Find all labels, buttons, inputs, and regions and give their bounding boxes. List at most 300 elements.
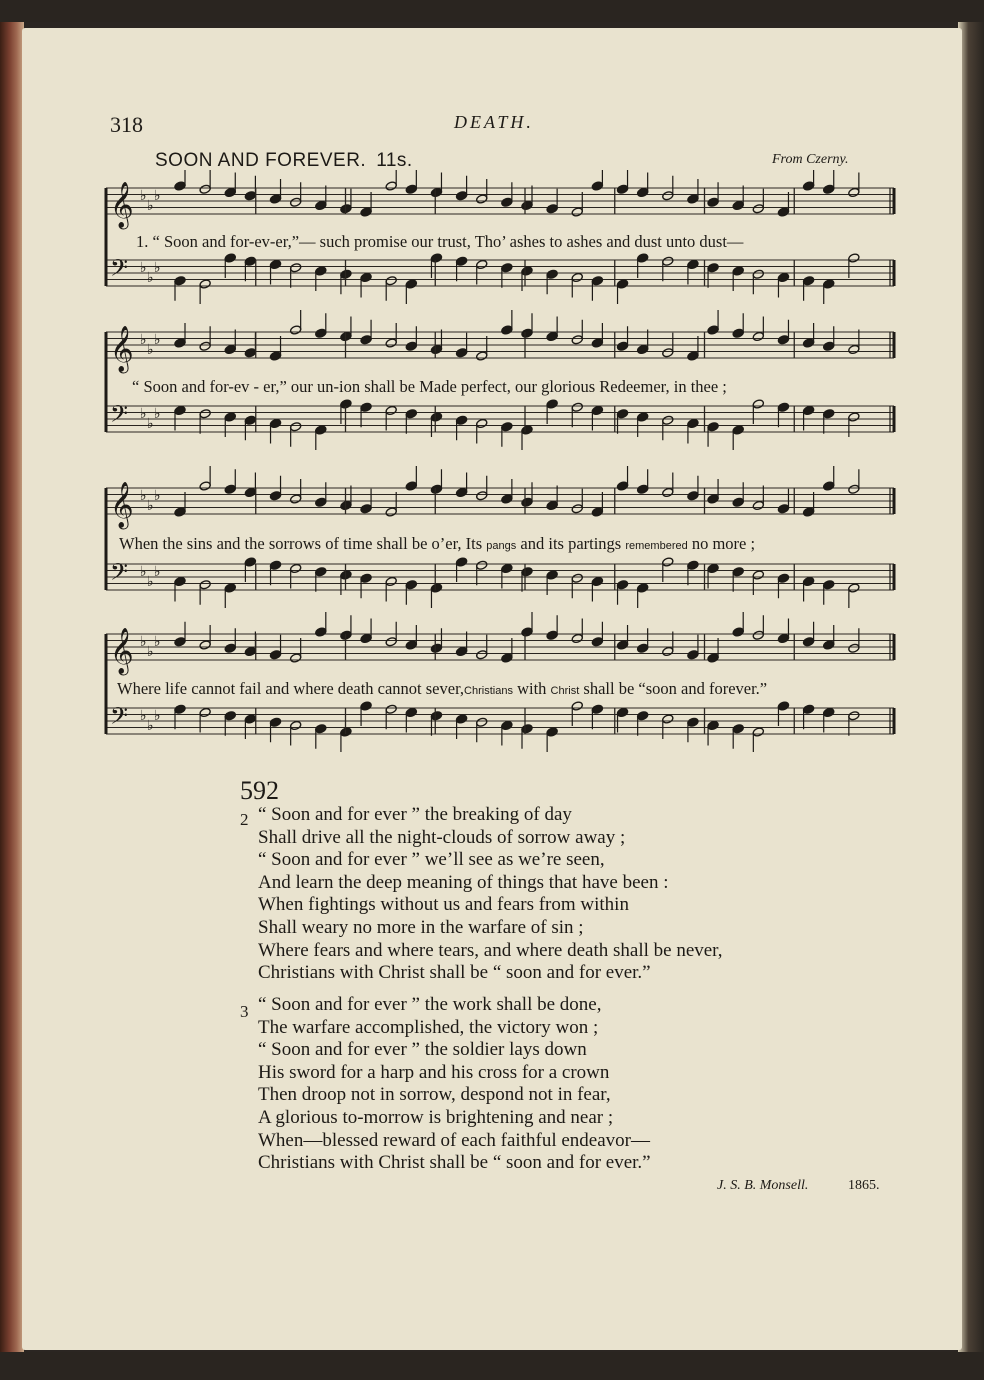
- treble-clef-icon: 𝄞: [110, 628, 134, 674]
- note-head: [777, 701, 789, 711]
- note-head: [244, 557, 256, 567]
- note-head: [521, 425, 533, 435]
- note-head: [405, 184, 417, 194]
- note-head: [430, 187, 442, 197]
- book-bottom-edge: [0, 1352, 984, 1380]
- note-head: [707, 720, 719, 730]
- note-head: [546, 500, 558, 510]
- book-spine: [0, 22, 24, 1352]
- note-head: [455, 415, 467, 425]
- note-head: [777, 272, 789, 282]
- note-head: [224, 412, 236, 422]
- note-head: [848, 711, 860, 721]
- note-head: [546, 204, 558, 214]
- note-head: [199, 184, 211, 194]
- note-head: [521, 200, 533, 210]
- note-head: [637, 412, 649, 422]
- treble-clef-icon: 𝄞: [110, 182, 134, 228]
- note-head: [802, 507, 814, 517]
- note-head: [360, 402, 372, 412]
- stanza-line: Then droop not in sorrow, despond not in fear,: [258, 1084, 611, 1106]
- note-head: [637, 344, 649, 354]
- flat-sign-icon: ♭: [154, 332, 161, 348]
- note-head: [476, 650, 488, 660]
- note-head: [269, 491, 281, 501]
- system-4-lyric-small-2: Christ: [550, 685, 580, 697]
- note-head: [823, 707, 835, 717]
- stanza-3-number: 3: [240, 1002, 249, 1021]
- note-head: [637, 583, 649, 593]
- note-head: [501, 653, 513, 663]
- note-head: [848, 344, 860, 354]
- note-head: [546, 727, 558, 737]
- note-head: [777, 335, 789, 345]
- note-head: [521, 724, 533, 734]
- flat-sign-icon: ♭: [147, 498, 154, 514]
- note-head: [637, 187, 649, 197]
- note-head: [732, 627, 744, 637]
- note-head: [521, 328, 533, 338]
- tune-title-line: [155, 150, 413, 172]
- note-head: [224, 583, 236, 593]
- note-head: [687, 560, 699, 570]
- note-head: [244, 646, 256, 656]
- system-4-lyric-a: Where life cannot fail and where death cannot sever,: [117, 679, 465, 698]
- note-head: [777, 573, 789, 583]
- note-head: [662, 487, 674, 497]
- note-head: [616, 640, 628, 650]
- note-head: [224, 711, 236, 721]
- note-head: [476, 259, 488, 269]
- note-head: [360, 207, 372, 217]
- note-head: [802, 276, 814, 286]
- note-head: [571, 402, 583, 412]
- note-head: [360, 504, 372, 514]
- flat-sign-icon: ♭: [147, 342, 154, 358]
- flat-sign-icon: ♭: [147, 574, 154, 590]
- stanza-line: Christians with Christ shall be “ soon and for ever.”: [258, 1152, 651, 1174]
- stanza-3: [258, 994, 651, 1175]
- note-head: [571, 633, 583, 643]
- note-head: [501, 325, 513, 335]
- note-head: [315, 425, 327, 435]
- note-head: [315, 200, 327, 210]
- note-head: [501, 197, 513, 207]
- note-head: [290, 197, 302, 207]
- note-head: [199, 481, 211, 491]
- note-head: [224, 484, 236, 494]
- note-head: [476, 351, 488, 361]
- system-3-lyric: [119, 534, 755, 554]
- note-head: [430, 484, 442, 494]
- stanza-line: “ Soon and for ever ” we’ll see as we’re seen,: [258, 849, 605, 871]
- note-head: [174, 405, 186, 415]
- flat-sign-icon: ♭: [140, 564, 147, 580]
- note-head: [360, 272, 372, 282]
- note-head: [802, 181, 814, 191]
- note-head: [687, 491, 699, 501]
- note-head: [199, 580, 211, 590]
- note-head: [244, 256, 256, 266]
- flat-sign-icon: ♭: [140, 406, 147, 422]
- treble-clef-icon: 𝄞: [110, 482, 134, 528]
- flat-sign-icon: ♭: [147, 416, 154, 432]
- note-head: [802, 704, 814, 714]
- note-head: [777, 207, 789, 217]
- note-head: [385, 276, 397, 286]
- note-head: [290, 720, 302, 730]
- note-head: [174, 276, 186, 286]
- system-4-lyric: [117, 679, 767, 699]
- note-head: [662, 646, 674, 656]
- note-head: [405, 409, 417, 419]
- note-head: [637, 711, 649, 721]
- note-head: [405, 640, 417, 650]
- treble-clef-icon: 𝄞: [110, 326, 134, 372]
- stanza-line: Shall weary no more in the warfare of sin ;: [258, 916, 584, 938]
- note-head: [591, 338, 603, 348]
- flat-sign-icon: ♭: [154, 188, 161, 204]
- flat-sign-icon: ♭: [140, 260, 147, 276]
- note-head: [687, 194, 699, 204]
- note-head: [476, 418, 488, 428]
- note-head: [546, 269, 558, 279]
- note-head: [405, 341, 417, 351]
- flat-sign-icon: ♭: [154, 634, 161, 650]
- note-head: [591, 576, 603, 586]
- note-head: [848, 412, 860, 422]
- note-head: [269, 194, 281, 204]
- note-head: [707, 197, 719, 207]
- flat-sign-icon: ♭: [154, 564, 161, 580]
- note-head: [687, 650, 699, 660]
- note-head: [802, 338, 814, 348]
- hymn-author: J. S. B. Monsell.: [717, 1178, 809, 1193]
- note-head: [476, 491, 488, 501]
- tune-meter: 11s.: [376, 150, 413, 171]
- flat-sign-icon: ♭: [147, 718, 154, 734]
- note-head: [224, 187, 236, 197]
- note-head: [244, 191, 256, 201]
- system-3-lyric-b: and its partings: [516, 534, 626, 553]
- note-head: [823, 580, 835, 590]
- note-head: [571, 272, 583, 282]
- note-head: [360, 573, 372, 583]
- stanza-line: Where fears and where tears, and where death shall be never,: [258, 939, 723, 961]
- running-head: DEATH.: [454, 112, 534, 132]
- note-head: [521, 627, 533, 637]
- note-head: [802, 405, 814, 415]
- stanza-line: “ Soon and for ever ” the breaking of day: [258, 804, 572, 825]
- note-head: [732, 266, 744, 276]
- note-head: [174, 637, 186, 647]
- bass-clef-icon: 𝄢: [110, 558, 129, 591]
- note-head: [244, 348, 256, 358]
- note-head: [707, 325, 719, 335]
- note-head: [752, 331, 764, 341]
- note-head: [707, 494, 719, 504]
- note-head: [752, 630, 764, 640]
- note-head: [430, 253, 442, 263]
- note-head: [244, 487, 256, 497]
- note-head: [546, 570, 558, 580]
- note-head: [616, 184, 628, 194]
- note-head: [455, 714, 467, 724]
- note-head: [707, 263, 719, 273]
- note-head: [199, 279, 211, 289]
- note-head: [385, 338, 397, 348]
- bass-clef-icon: 𝄢: [110, 254, 129, 287]
- system-2-lyric: “ Soon and for-ev - er,” our un-ion shall be Made perfect, our glorious Redeemer, in thee ;: [132, 377, 727, 396]
- note-head: [521, 567, 533, 577]
- flat-sign-icon: ♭: [147, 198, 154, 214]
- note-head: [385, 405, 397, 415]
- note-head: [290, 563, 302, 573]
- note-head: [476, 194, 488, 204]
- note-head: [455, 646, 467, 656]
- system-4-lyric-b: with: [512, 679, 551, 698]
- flat-sign-icon: ♭: [140, 188, 147, 204]
- note-head: [501, 720, 513, 730]
- note-head: [732, 497, 744, 507]
- system-3-lyric-small-1: pangs: [486, 540, 517, 552]
- note-head: [315, 497, 327, 507]
- note-head: [616, 707, 628, 717]
- note-head: [385, 704, 397, 714]
- note-head: [662, 191, 674, 201]
- note-head: [732, 724, 744, 734]
- system-1-lyric: 1. “ Soon and for-ev-er,”— such promise our trust, Tho’ ashes to ashes and dust unto dust—: [136, 232, 744, 251]
- system-3-lyric-a: When the sins and the sorrows of time shall be o’er, Its: [119, 534, 487, 553]
- note-head: [224, 344, 236, 354]
- note-head: [848, 583, 860, 593]
- tune-title: SOON AND FOREVER.: [155, 150, 367, 171]
- flat-sign-icon: ♭: [147, 270, 154, 286]
- stanza-2-number: 2: [240, 810, 249, 829]
- note-head: [637, 253, 649, 263]
- note-head: [360, 701, 372, 711]
- note-head: [777, 402, 789, 412]
- note-head: [174, 507, 186, 517]
- note-head: [290, 494, 302, 504]
- flat-sign-icon: ♭: [140, 634, 147, 650]
- note-head: [707, 563, 719, 573]
- note-head: [290, 325, 302, 335]
- note-head: [637, 643, 649, 653]
- note-head: [802, 637, 814, 647]
- note-head: [290, 422, 302, 432]
- note-head: [732, 328, 744, 338]
- note-head: [591, 704, 603, 714]
- note-head: [777, 504, 789, 514]
- note-head: [224, 253, 236, 263]
- note-head: [455, 557, 467, 567]
- hymn-year: 1865.: [848, 1178, 880, 1193]
- note-head: [405, 481, 417, 491]
- note-head: [752, 727, 764, 737]
- stanza-line: The warfare accomplished, the victory won ;: [258, 1016, 599, 1038]
- note-head: [616, 580, 628, 590]
- note-head: [290, 263, 302, 273]
- note-head: [501, 263, 513, 273]
- hymn-number: 592: [240, 776, 279, 805]
- stanza-line: His sword for a harp and his cross for a crown: [258, 1061, 610, 1083]
- note-head: [616, 409, 628, 419]
- note-head: [385, 576, 397, 586]
- page-number: 318: [110, 112, 143, 137]
- flat-sign-icon: ♭: [140, 488, 147, 504]
- note-head: [823, 184, 835, 194]
- note-head: [571, 207, 583, 217]
- note-head: [405, 580, 417, 590]
- note-head: [269, 560, 281, 570]
- note-head: [269, 418, 281, 428]
- note-head: [662, 557, 674, 567]
- note-head: [777, 633, 789, 643]
- note-head: [848, 643, 860, 653]
- note-head: [571, 504, 583, 514]
- note-head: [752, 269, 764, 279]
- system-3-lyric-c: no more ;: [687, 534, 756, 553]
- stanza-line: Shall drive all the night-clouds of sorrow away ;: [258, 826, 626, 848]
- note-head: [199, 640, 211, 650]
- note-head: [455, 348, 467, 358]
- note-head: [571, 573, 583, 583]
- note-head: [430, 711, 442, 721]
- note-head: [802, 576, 814, 586]
- note-head: [385, 637, 397, 647]
- note-head: [848, 187, 860, 197]
- note-head: [732, 425, 744, 435]
- note-head: [752, 399, 764, 409]
- note-head: [616, 279, 628, 289]
- note-head: [521, 266, 533, 276]
- note-head: [501, 563, 513, 573]
- note-head: [199, 409, 211, 419]
- stanza-line: When fightings without us and fears from within: [258, 894, 629, 916]
- note-head: [662, 714, 674, 724]
- note-head: [385, 507, 397, 517]
- note-head: [546, 331, 558, 341]
- bass-clef-icon: 𝄢: [110, 400, 129, 433]
- note-head: [591, 507, 603, 517]
- note-head: [571, 701, 583, 711]
- system-4-lyric-small-1: Christians: [464, 685, 513, 697]
- stanza-line: “ Soon and for ever ” the soldier lays down: [258, 1039, 587, 1061]
- note-head: [315, 627, 327, 637]
- note-head: [591, 276, 603, 286]
- note-head: [687, 717, 699, 727]
- note-head: [269, 351, 281, 361]
- flat-sign-icon: ♭: [140, 708, 147, 724]
- note-head: [571, 335, 583, 345]
- note-head: [455, 191, 467, 201]
- note-head: [405, 279, 417, 289]
- note-head: [687, 259, 699, 269]
- note-head: [290, 653, 302, 663]
- note-head: [546, 399, 558, 409]
- flat-sign-icon: ♭: [154, 488, 161, 504]
- note-head: [546, 630, 558, 640]
- note-head: [823, 481, 835, 491]
- note-head: [174, 576, 186, 586]
- note-head: [687, 418, 699, 428]
- note-head: [315, 266, 327, 276]
- note-head: [637, 484, 649, 494]
- stanza-line: And learn the deep meaning of things that have been :: [258, 871, 669, 893]
- note-head: [360, 335, 372, 345]
- note-head: [591, 405, 603, 415]
- note-head: [752, 204, 764, 214]
- note-head: [752, 570, 764, 580]
- note-head: [430, 583, 442, 593]
- stanza-line: “ Soon and for ever ” the work shall be done,: [258, 994, 602, 1015]
- note-head: [591, 181, 603, 191]
- note-head: [455, 256, 467, 266]
- note-head: [732, 200, 744, 210]
- note-head: [199, 341, 211, 351]
- note-head: [405, 707, 417, 717]
- note-head: [823, 341, 835, 351]
- note-head: [662, 415, 674, 425]
- note-head: [174, 704, 186, 714]
- note-head: [269, 650, 281, 660]
- stanza-line: Christians with Christ shall be “ soon and for ever.”: [258, 962, 651, 984]
- stanza-line: When—blessed reward of each faithful endeavor—: [258, 1129, 650, 1151]
- note-head: [174, 338, 186, 348]
- note-head: [823, 279, 835, 289]
- note-head: [476, 717, 488, 727]
- note-head: [823, 640, 835, 650]
- note-head: [616, 341, 628, 351]
- note-head: [687, 351, 699, 361]
- flat-sign-icon: ♭: [147, 644, 154, 660]
- flat-sign-icon: ♭: [154, 708, 161, 724]
- note-head: [707, 653, 719, 663]
- book-top-edge: [0, 0, 984, 22]
- note-head: [501, 494, 513, 504]
- note-head: [591, 637, 603, 647]
- note-head: [174, 181, 186, 191]
- tune-composer: From Czerny.: [772, 152, 849, 167]
- note-head: [662, 256, 674, 266]
- note-head: [315, 567, 327, 577]
- note-head: [385, 181, 397, 191]
- note-head: [501, 422, 513, 432]
- note-head: [752, 500, 764, 510]
- note-head: [430, 412, 442, 422]
- note-head: [269, 717, 281, 727]
- note-head: [315, 328, 327, 338]
- bass-clef-icon: 𝄢: [110, 702, 129, 735]
- note-head: [848, 484, 860, 494]
- note-head: [430, 344, 442, 354]
- note-head: [732, 567, 744, 577]
- note-head: [662, 348, 674, 358]
- note-head: [823, 409, 835, 419]
- note-head: [707, 422, 719, 432]
- note-head: [430, 643, 442, 653]
- system-4-lyric-c: shall be “soon and forever.”: [579, 679, 768, 698]
- note-head: [244, 714, 256, 724]
- note-head: [616, 481, 628, 491]
- note-head: [269, 259, 281, 269]
- stanza-line: A glorious to-morrow is brightening and near ;: [258, 1106, 614, 1128]
- note-head: [199, 707, 211, 717]
- stanza-2: [258, 804, 723, 985]
- flat-sign-icon: ♭: [154, 406, 161, 422]
- note-head: [848, 253, 860, 263]
